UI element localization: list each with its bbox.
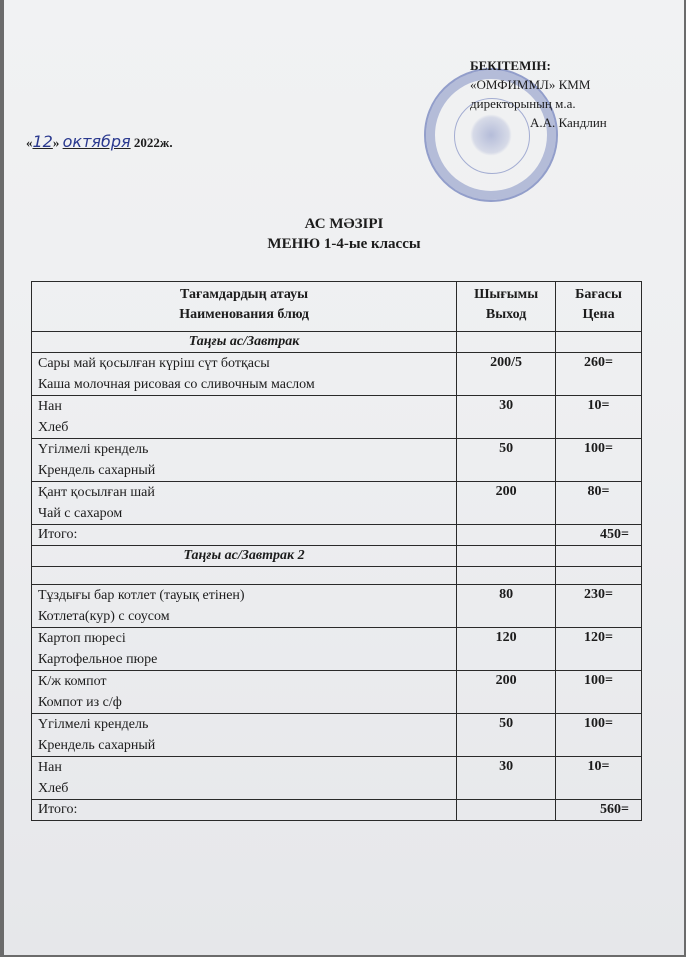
dish-name-kk: Нан <box>38 760 62 775</box>
dish-name-kk: Үгілмелі крендель <box>38 717 149 732</box>
dish-name-ru: Хлеб <box>38 420 69 435</box>
dish-name <box>32 757 457 800</box>
total-value: 560= <box>556 800 642 821</box>
dish-yield: 50 <box>457 439 556 482</box>
menu-title-ru: МЕНЮ 1-4-ые классы <box>267 236 421 252</box>
total-value: 450= <box>556 525 642 546</box>
header-name-ru: Наименования блюд <box>179 307 309 322</box>
header-name-kk: Тағамдардың атауы <box>180 287 309 302</box>
approval-org: «ОМФИММЛ» КММ <box>470 77 591 92</box>
dish-yield: 200 <box>457 482 556 525</box>
total-label: Итого: <box>32 525 457 546</box>
dish-price: 100= <box>556 439 642 482</box>
approval-heading: БЕКІТЕМІН: <box>470 58 551 73</box>
document-date <box>26 132 173 151</box>
dish-name <box>32 439 457 482</box>
dish-name-ru: Хлеб <box>38 781 69 796</box>
approval-signer: А.А. Кандлин <box>530 115 607 130</box>
menu-title-kk: АС МӘЗІРІ <box>304 216 384 232</box>
dish-name-kk: Үгілмелі крендель <box>38 442 149 457</box>
header-price-kk: Бағасы <box>575 287 622 302</box>
dish-name-kk: Қант қосылған шай <box>38 485 155 500</box>
table-row <box>32 585 642 628</box>
date-close-quote: » <box>52 135 60 150</box>
dish-name <box>32 353 457 396</box>
dish-yield: 200/5 <box>457 353 556 396</box>
table-header-row <box>32 282 642 332</box>
document-page <box>4 0 684 955</box>
header-name <box>32 282 457 332</box>
table-row <box>32 714 642 757</box>
dish-name <box>32 585 457 628</box>
header-price <box>556 282 642 332</box>
dish-price: 260= <box>556 353 642 396</box>
total-label: Итого: <box>32 800 457 821</box>
dish-name-kk: Картоп пюресі <box>38 631 126 646</box>
table-row <box>32 628 642 671</box>
total-row <box>32 525 642 546</box>
table-row <box>32 439 642 482</box>
dish-price: 100= <box>556 671 642 714</box>
dish-name <box>32 482 457 525</box>
dish-price: 10= <box>556 396 642 439</box>
date-open-quote: « <box>26 135 33 150</box>
section-title: Таңғы ас/Завтрак <box>32 332 457 353</box>
dish-yield: 200 <box>457 671 556 714</box>
table-row <box>32 671 642 714</box>
approval-role: директорының м.а. <box>470 96 576 111</box>
dish-name-ru: Крендель сахарный <box>38 738 156 753</box>
date-day: 12 <box>32 132 53 151</box>
dish-name <box>32 628 457 671</box>
dish-price: 120= <box>556 628 642 671</box>
dish-name-kk: Тұздығы бар котлет (тауық етінен) <box>38 588 245 603</box>
dish-price: 100= <box>556 714 642 757</box>
dish-name-kk: Нан <box>38 399 62 414</box>
dish-yield: 50 <box>457 714 556 757</box>
dish-name-kk: К/ж компот <box>38 674 107 689</box>
table-row <box>32 396 642 439</box>
section-row <box>32 332 642 353</box>
dish-name-ru: Компот из с/ф <box>38 695 122 710</box>
date-year: 2022ж. <box>133 135 173 150</box>
header-yield-ru: Выход <box>485 307 527 322</box>
menu-table <box>31 281 642 821</box>
date-month: октября <box>62 132 131 151</box>
dish-name <box>32 396 457 439</box>
dish-yield: 120 <box>457 628 556 671</box>
dish-yield: 30 <box>457 757 556 800</box>
table-row <box>32 482 642 525</box>
dish-name-ru: Крендель сахарный <box>38 463 156 478</box>
table-row <box>32 757 642 800</box>
dish-price: 230= <box>556 585 642 628</box>
dish-yield: 30 <box>457 396 556 439</box>
dish-name-ru: Каша молочная рисовая со сливочным маслом <box>38 377 315 392</box>
blank-row <box>32 567 642 585</box>
total-row <box>32 800 642 821</box>
dish-price: 10= <box>556 757 642 800</box>
table-row <box>32 353 642 396</box>
dish-name-ru: Чай с сахаром <box>38 506 123 521</box>
dish-name-ru: Котлета(кур) с соусом <box>38 609 170 624</box>
header-yield <box>457 282 556 332</box>
approval-block <box>470 56 607 132</box>
dish-name <box>32 714 457 757</box>
dish-name-kk: Сары май қосылған күріш сүт ботқасы <box>38 356 270 371</box>
dish-name-ru: Картофельное пюре <box>38 652 158 667</box>
header-price-ru: Цена <box>582 307 615 322</box>
section-row <box>32 546 642 567</box>
section-title: Таңғы ас/Завтрак 2 <box>32 546 457 567</box>
dish-yield: 80 <box>457 585 556 628</box>
header-yield-kk: Шығымы <box>474 287 539 302</box>
dish-price: 80= <box>556 482 642 525</box>
dish-name <box>32 671 457 714</box>
